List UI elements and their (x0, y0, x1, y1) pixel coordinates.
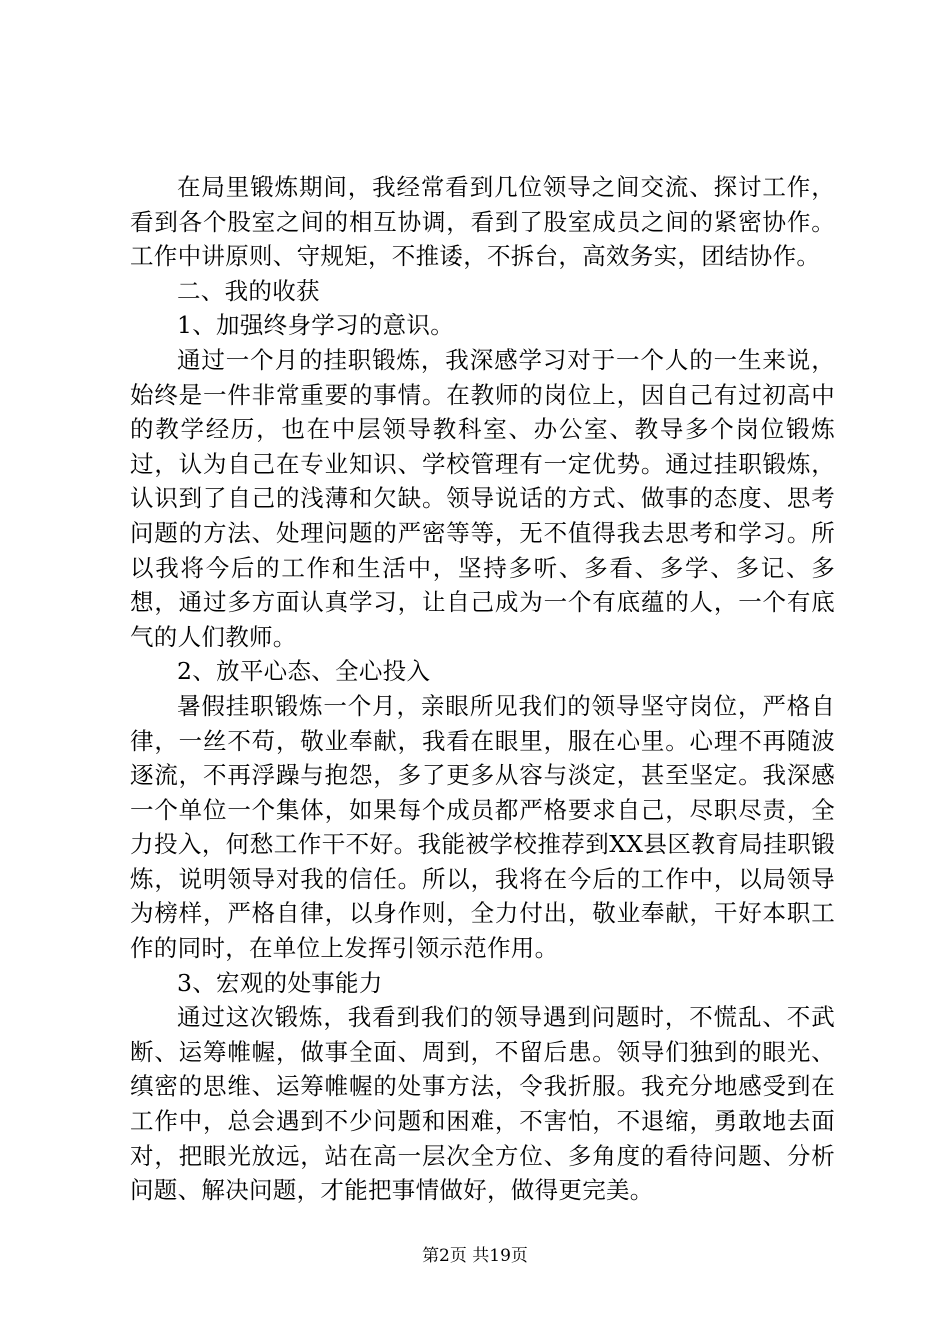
paragraph-teamwork: 在局里锻炼期间，我经常看到几位领导之间交流、探讨工作，看到各个股室之间的相互协调，看到了股室成员之间的紧密协作。工作中讲原则、守规矩，不推诿，不拆台，高效务实，团结协作。 (130, 173, 835, 271)
subheading-lifelong-learning: 1、加强终身学习的意识。 (177, 311, 455, 340)
paragraph-mindset: 暑假挂职锻炼一个月，亲眼所见我们的领导坚守岗位，严格自律，一丝不苟，敬业奉献，我看在眼里，服在心里。心理不再随波逐流，不再浮躁与抱怨，多了更多从容与淡定，甚至坚定。我深感一个单位一个集体，如果每个成员都严格要求自己，尽职尽责，全力投入，何愁工作干不好。我能被学校推荐到XX县区教育局挂职锻炼，说明领导对我的信任。所以，我将在今后的工作中，以局领导为榜样，严格自律，以身作则，全力付出，敬业奉献，干好本职工作的同时，在单位上发挥引领示范作用。 (130, 691, 835, 963)
subheading-macro-ability: 3、宏观的处事能力 (177, 968, 383, 997)
page-number-footer: 第2页 共19页 (422, 1246, 528, 1266)
paragraph-macro-ability: 通过这次锻炼，我看到我们的领导遇到问题时，不慌乱、不武断、运筹帷幄，做事全面、周到，不留后患。领导们独到的眼光、缜密的思维、运筹帷幄的处事方法，令我折服。我充分地感受到在工作中，总会遇到不少问题和困难，不害怕，不退缩，勇敢地去面对，把眼光放远，站在高一层次全方位、多角度的看待问题、分析问题、解决问题，才能把事情做好，做得更完美。 (130, 1003, 835, 1205)
paragraph-lifelong-learning: 通过一个月的挂职锻炼，我深感学习对于一个人的一生来说，始终是一件非常重要的事情。在教师的岗位上，因自己有过初高中的教学经历，也在中层领导教科室、办公室、教导多个岗位锻炼过，认为自己在专业知识、学校管理有一定优势。通过挂职锻炼，认识到了自己的浅薄和欠缺。领导说话的方式、做事的态度、思考问题的方法、处理问题的严密等等，无不值得我去思考和学习。所以我将今后的工作和生活中，坚持多听、多看、多学、多记、多想，通过多方面认真学习，让自己成为一个有底蕴的人，一个有底气的人们教师。 (130, 345, 835, 651)
document-body (130, 170, 835, 1208)
subheading-mindset: 2、放平心态、全心投入 (177, 657, 431, 686)
section-heading-gains: 二、我的收获 (177, 276, 320, 305)
